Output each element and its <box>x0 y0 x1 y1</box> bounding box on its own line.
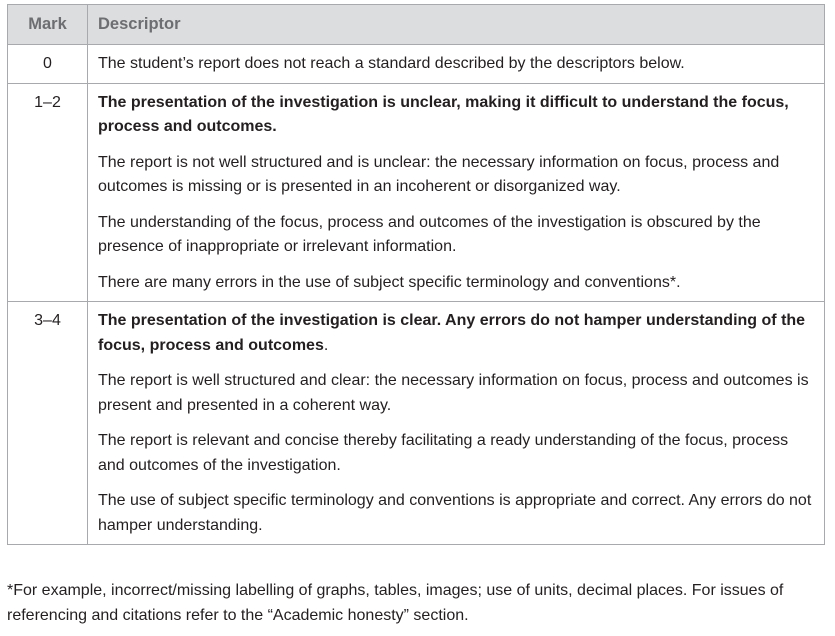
table-header-row <box>8 5 825 45</box>
descriptor-lead-bold: The presentation of the investigation is unclear, making it difficult to understand the focus, process and outcomes. <box>98 93 789 135</box>
descriptor-paragraph: The understanding of the focus, process and outcomes of the investigation is obscured by the presence of inappropriate or irrelevant information. <box>98 213 761 255</box>
descriptor-lead <box>98 309 816 358</box>
descriptor-cell <box>88 45 825 84</box>
descriptor-paragraph: The report is not well structured and is unclear: the necessary information on focus, process and outcomes is missing or is presented in an incoherent or disorganized way. <box>98 153 780 195</box>
table-row <box>8 45 825 84</box>
mark-cell: 1–2 <box>8 83 88 302</box>
descriptor-paragraph: The report is relevant and concise thereby facilitating a ready understanding of the focus, process and outcomes of the investigation. <box>98 432 789 474</box>
descriptor-cell <box>88 302 825 545</box>
descriptor-lead-bold: The presentation of the investigation is clear. Any errors do not hamper understanding of the focus, process and outcomes <box>98 312 806 354</box>
mark-column-header: Mark <box>8 5 88 45</box>
assessment-rubric-table <box>7 4 825 545</box>
mark-cell: 0 <box>8 45 88 84</box>
table-row <box>8 83 825 302</box>
descriptor-paragraph: There are many errors in the use of subject specific terminology and conventions*. <box>98 273 681 291</box>
descriptor-paragraph: The report is well structured and clear: the necessary information on focus, process and outcomes is present and presented in a coherent way. <box>98 372 809 414</box>
descriptor-paragraph: The use of subject specific terminology and conventions is appropriate and correct. Any errors do not hamper understanding. <box>98 492 812 534</box>
descriptor-paragraph: The student’s report does not reach a standard described by the descriptors below. <box>98 55 685 72</box>
descriptor-lead <box>98 91 816 140</box>
mark-cell: 3–4 <box>8 302 88 545</box>
descriptor-lead-tail: . <box>323 336 329 354</box>
descriptor-cell <box>88 83 825 302</box>
descriptor-column-header: Descriptor <box>88 5 825 45</box>
table-row <box>8 302 825 545</box>
footnote: *For example, incorrect/missing labelling of graphs, tables, images; use of units, decimal places. For issues of referencing and citations refer to the “Academic honesty” section. <box>7 582 784 624</box>
